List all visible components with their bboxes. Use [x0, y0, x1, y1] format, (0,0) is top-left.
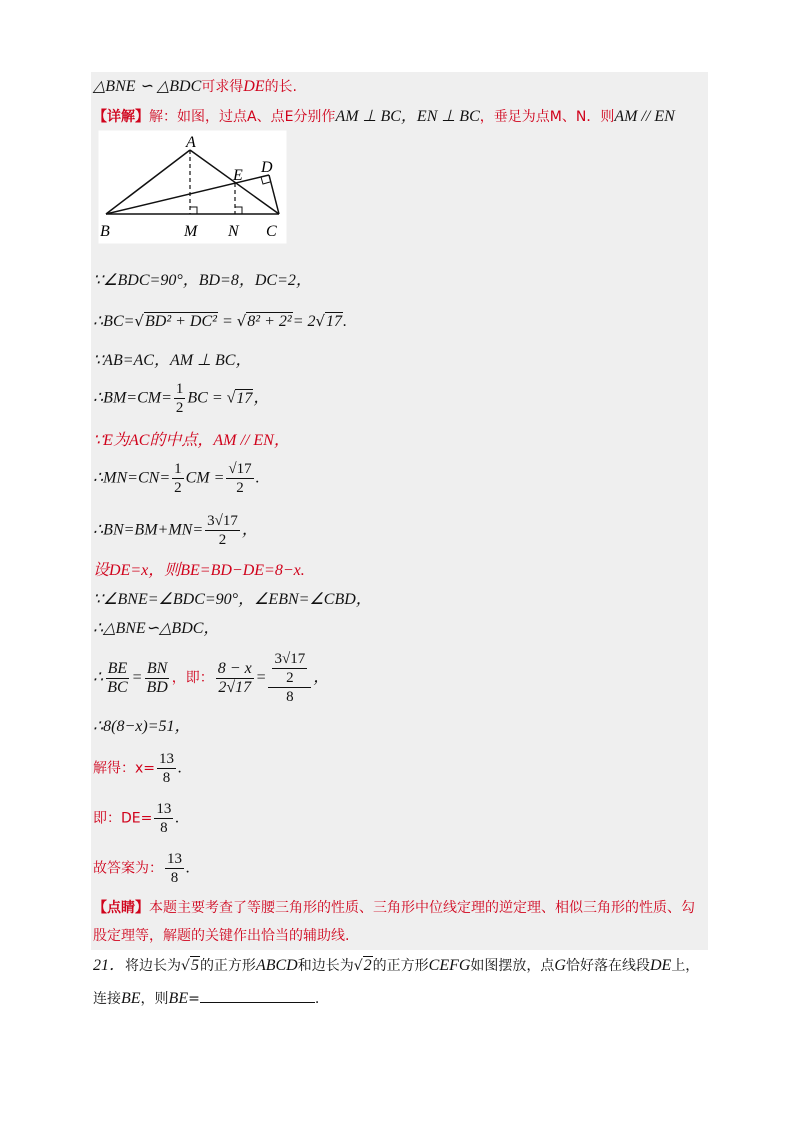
detail-line — [93, 106, 675, 127]
detail-math: AM ⊥ BC，EN ⊥ BC — [335, 108, 480, 125]
step-ab-ac — [93, 350, 251, 371]
question-number: 21． — [93, 957, 126, 974]
q-text-1a: 将边长为 — [125, 958, 182, 974]
mn-mid: CM = — [185, 469, 225, 487]
step-bm — [93, 380, 269, 417]
ratio-f1d: BC — [107, 678, 128, 696]
x-num: 13 — [159, 751, 175, 767]
q-be: BE — [121, 990, 141, 1007]
bm-mid: BC = √ — [187, 389, 236, 407]
step-13: 即：DE= — [93, 810, 153, 827]
bm-num: 1 — [175, 381, 184, 397]
bc-rad1: BD² + DC² — [144, 313, 217, 330]
q-text-1f: 恰好落在线段 — [565, 958, 650, 974]
step-midpoint — [93, 430, 290, 451]
step-4: ∵E为AC的中点，AM // EN， — [93, 432, 290, 449]
question-21-line-1: 21．将边长为√5的正方形ABCD和边长为√2的正方形CEFG如图摆放，点G恰好落在线段DE上， — [93, 957, 700, 974]
bm-rad: 17 — [236, 389, 253, 407]
de-end: . — [175, 809, 180, 827]
label-b: B — [100, 223, 110, 240]
detail-text2: ，垂足为点M、N．则 — [479, 109, 615, 125]
q-sqrt2: 2 — [363, 957, 372, 974]
step-ratio: ∴ $\frac{BE}{BC}$ = $\frac{BN}{BD}$ ，即： $\frac{8 - x}{2√17}$ = $\frac{\frac{3√17}{2}}{8}$ ， — [93, 651, 330, 705]
q-de: DE — [649, 957, 672, 974]
detail-math2: AM // EN — [614, 108, 675, 125]
label-d: D — [261, 159, 273, 176]
q-text-2b: ，则 — [140, 991, 169, 1007]
q-sqrt5: 5 — [190, 957, 199, 974]
q-be2: BE — [168, 990, 189, 1007]
intro-text: 可求得 — [201, 79, 244, 95]
label-m: M — [184, 223, 198, 240]
step-3: ∴BM=CM= — [93, 389, 172, 407]
comment-line-2 — [93, 926, 349, 946]
bc-rad2: 8² + 2² — [247, 313, 292, 330]
bc-result: = 2 — [292, 313, 316, 330]
ratio-f3n: 8 − x — [217, 659, 252, 677]
step-12: 解得：x= — [93, 760, 156, 777]
step-given — [93, 270, 312, 291]
mn-end: . — [255, 469, 260, 487]
q-text-1g: 上， — [671, 958, 700, 974]
ratio-f4n-n: 3√17 — [274, 651, 306, 667]
question-21-line-2 — [93, 988, 319, 1009]
step-bn — [93, 512, 258, 549]
q-cefg: CEFG — [428, 957, 471, 974]
mn-den: 2 — [174, 480, 182, 496]
answer-num: 13 — [167, 851, 182, 867]
step-10: ∴ — [93, 669, 104, 686]
step-solve — [93, 750, 182, 787]
step-11: ∴8(8−x)=51， — [93, 718, 191, 735]
step-de — [93, 800, 179, 837]
step-set-x — [93, 560, 305, 581]
mn-den2: 2 — [236, 480, 244, 496]
bc-end: . — [343, 313, 348, 330]
answer-den: 8 — [170, 870, 179, 886]
detail-tag: 【详解】 — [93, 109, 149, 125]
comment-tag: 【点睛】 — [93, 900, 149, 916]
q-text-2c: = — [188, 991, 200, 1007]
label-e: E — [233, 167, 243, 184]
step-0: ∵∠BDC=90°，BD=8，DC=2， — [93, 272, 312, 289]
step-similar — [93, 618, 219, 639]
ratio-ji: ，即： — [171, 670, 214, 686]
step-2: ∵AB=AC，AM ⊥ BC， — [93, 352, 252, 369]
intro-text2: 的长. — [264, 79, 298, 95]
bn-den: 2 — [218, 532, 227, 548]
detail-text: 解：如图，过点A、点E分别作 — [149, 109, 336, 125]
triangle-figure — [98, 130, 288, 245]
q-text-1b: 的正方形 — [199, 958, 256, 974]
ratio-f3d: 2√17 — [218, 678, 252, 696]
step-7: 设DE=x，则BE=BD−DE=8−x. — [93, 562, 305, 579]
q-text-1e: 如图摆放，点 — [470, 958, 555, 974]
q-text-1c: 和边长为 — [297, 958, 354, 974]
comment-text-2: 股定理等，解题的关键作出恰当的辅助线. — [93, 928, 350, 944]
mn-num: 1 — [174, 461, 182, 477]
q-text-2d: . — [314, 991, 320, 1007]
step-angles — [93, 589, 372, 610]
step-equation — [93, 716, 191, 737]
step-14: 故答案为： — [93, 860, 163, 877]
q-abcd: ABCD — [255, 957, 298, 974]
de-num: 13 — [156, 801, 172, 817]
step-6: ∴BN=BM+MN= — [93, 521, 204, 539]
ratio-f4n-d: 2 — [286, 670, 294, 686]
bm-end: ， — [253, 389, 270, 407]
x-den: 8 — [162, 770, 171, 786]
answer-end: . — [186, 859, 190, 877]
label-a: A — [186, 134, 196, 151]
step-8: ∵∠BNE=∠BDC=90°，∠EBN=∠CBD， — [93, 591, 372, 608]
de-den: 8 — [160, 820, 168, 836]
step-9: ∴△BNE∽△BDC， — [93, 620, 220, 637]
bm-den: 2 — [175, 400, 184, 416]
bn-end: ， — [241, 521, 258, 539]
label-n: N — [228, 223, 239, 240]
intro-math2: DE — [243, 78, 265, 95]
ratio-f2d: BD — [146, 678, 168, 696]
step-bc: ∴BC=√BD² + DC² = √8² + 2²= 2√17. — [93, 312, 348, 330]
q-text-1d: 的正方形 — [372, 958, 429, 974]
step-mn — [93, 460, 260, 497]
step-1: ∴BC= — [93, 313, 135, 330]
bc-rad3: 17 — [326, 313, 343, 330]
ratio-f1n: BE — [107, 659, 128, 677]
ratio-f2n: BN — [146, 659, 168, 677]
q-g: G — [554, 957, 566, 974]
label-c: C — [266, 223, 277, 240]
bn-num: 3√17 — [207, 513, 238, 529]
ratio-end: ， — [313, 669, 330, 686]
comment-line-1 — [93, 898, 695, 918]
answer-blank[interactable] — [200, 988, 315, 1003]
step-5: ∴MN=CN= — [93, 469, 171, 487]
step-answer — [93, 850, 190, 887]
intro-math: △BNE ∽ △BDC — [93, 78, 202, 95]
intro-line — [93, 76, 297, 97]
ratio-f4d: 8 — [286, 689, 294, 705]
q-text-2a: 连接 — [93, 991, 121, 1007]
x-end: . — [178, 759, 183, 777]
comment-text-1: 本题主要考查了等腰三角形的性质、三角形中位线定理的逆定理、相似三角形的性质、勾 — [149, 900, 695, 916]
mn-num2: √17 — [228, 461, 252, 477]
